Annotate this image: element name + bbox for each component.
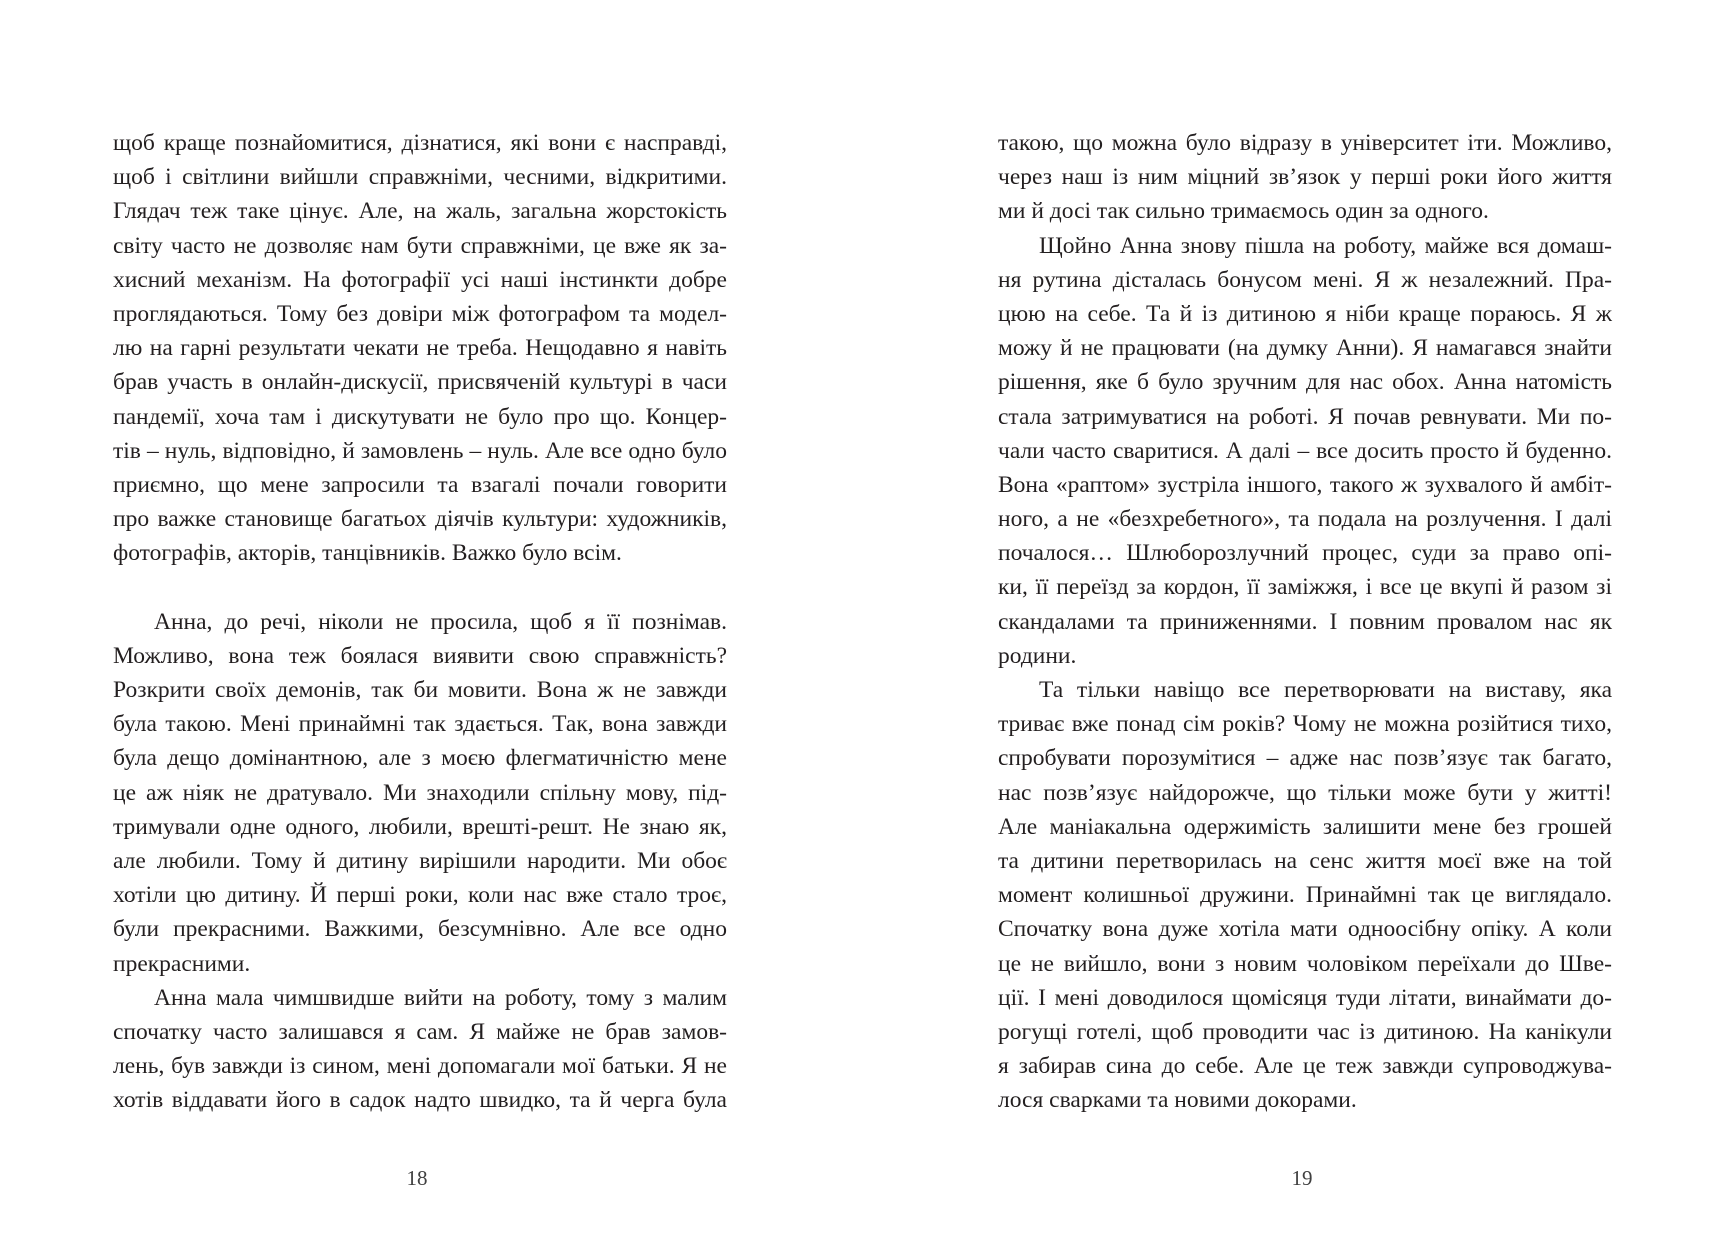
text-line: про важке становище багатьох діячів культури: художників, xyxy=(113,506,727,533)
paragraph xyxy=(998,229,1612,673)
text-line: рогущі готелі, щоб проводити час із дитиною. На канікули xyxy=(998,1018,1612,1045)
paragraph xyxy=(998,673,1612,1117)
text-line: можу й не працювати (на думку Анни). Я намагався знайти xyxy=(998,335,1612,362)
text-line: хотіли цю дитину. Й перші роки, коли нас вже стало троє, xyxy=(113,882,727,909)
paragraph xyxy=(113,981,727,1118)
text-line: почалося… Шлюборозлучний процес, суди за право опі- xyxy=(998,540,1612,567)
text-line: триває вже понад сім років? Чому не можна розійтися тихо, xyxy=(998,711,1612,738)
paragraph xyxy=(998,126,1612,229)
text-line: лю на гарні результати чекати не треба. Нещодавно я навіть xyxy=(113,335,727,362)
text-line: лося сварками та новими докорами. xyxy=(998,1087,1357,1114)
text-line: Та тільки навіщо все перетворювати на виставу, яка xyxy=(1039,677,1612,703)
text-line: та дитини перетворилась на сенс життя моєї вже на той xyxy=(998,847,1612,874)
text-line: цюю на себе. Та й із дитиною я ніби краще пораюсь. Я ж xyxy=(998,300,1612,327)
section-break xyxy=(113,570,727,604)
paragraph xyxy=(113,126,727,570)
text-line: світу часто не дозволяє нам бути справжніми, це вже як за- xyxy=(113,232,727,259)
text-line: пандемії, хоча там і дискутувати не було про що. Концер- xyxy=(113,403,727,430)
text-line: це не вийшло, вони з новим чоловіком переїхали до Шве- xyxy=(998,950,1612,977)
text-line: тів – нуль, відповідно, й замовлень – нуль. Але все одно було xyxy=(113,437,727,464)
text-line: Анна мала чимшвидше вийти на роботу, тому з малим xyxy=(154,984,727,1011)
text-line: Щойно Анна знову пішла на роботу, майже вся домаш- xyxy=(1039,232,1612,259)
text-line: стала затримуватися на роботі. Я почав ревнувати. Ми по- xyxy=(998,403,1612,430)
text-line: Анна, до речі, ніколи не просила, щоб я її познімав. xyxy=(154,608,727,635)
text-line: фотографів, акторів, танцівників. Важко було всім. xyxy=(113,540,622,567)
page-number-left: 18 xyxy=(406,1166,428,1190)
paragraph xyxy=(113,605,727,981)
right-page xyxy=(998,126,1612,1117)
text-line: проглядаються. Тому без довіри між фотографом та модел- xyxy=(113,300,727,327)
text-line: щоб і світлини вийшли справжніми, чесними, відкритими. xyxy=(113,164,727,191)
text-line: але любили. Тому й дитину вирішили народити. Ми обоє xyxy=(113,847,727,874)
text-line: ки, її переїзд за кордон, її заміжжя, і все це вкупі й разом зі xyxy=(998,574,1612,601)
text-line: ня рутина дісталась бонусом мені. Я ж незалежний. Пра- xyxy=(998,266,1612,293)
text-line: чали часто сваритися. А далі – все досить просто й буденно. xyxy=(998,437,1612,464)
text-line: приємно, що мене запросили та взагалі почали говорити xyxy=(113,471,727,498)
text-line: щоб краще познайомитися, дізнатися, які вони є насправді, xyxy=(113,130,727,156)
text-line: Розкрити своїх демонів, так би мовити. Вона ж не завжди xyxy=(113,677,727,703)
text-line: ми й досі так сильно тримаємось один за одного. xyxy=(998,198,1489,225)
text-line: хисний механізм. На фотографії усі наші інстинкти добре xyxy=(113,266,727,293)
text-line: хотів віддавати його в садок надто швидко, та й черга була xyxy=(113,1087,727,1114)
text-line: нас позв’язує найдорожче, що тільки може бути у житті! xyxy=(998,779,1612,806)
text-line: Глядач теж таке цінує. Але, на жаль, загальна жорстокість xyxy=(113,198,727,225)
text-line: були прекрасними. Важкими, безсумнівно. Але все одно xyxy=(113,916,727,943)
text-line: рішення, яке б було зручним для нас обох. Анна натомість xyxy=(998,369,1612,396)
text-line: через наш із ним міцний зв’язок у перші роки його життя xyxy=(998,164,1612,191)
text-line: була такою. Мені принаймні так здається. Так, вона завжди xyxy=(113,711,727,738)
text-line: це аж ніяк не дратувало. Ми знаходили спільну мову, під- xyxy=(113,779,727,806)
text-line: спробувати порозумітися – адже нас позв’язує так багато, xyxy=(998,745,1612,772)
text-line: момент колишньої дружини. Принаймні так це виглядало. xyxy=(998,882,1612,909)
text-line: тримували одне одного, любили, врешті-решт. Не знаю як, xyxy=(113,813,727,840)
text-line: такою, що можна було відразу в університет іти. Можливо, xyxy=(998,130,1612,156)
text-line: Спочатку вона дуже хотіла мати одноосібну опіку. А коли xyxy=(998,916,1612,943)
text-line: ції. І мені доводилося щомісяця туди літати, винаймати до- xyxy=(998,984,1612,1011)
text-line: прекрасними. xyxy=(113,950,251,977)
text-line: Вона «раптом» зустріла іншого, такого ж зухвалого й амбіт- xyxy=(998,471,1612,498)
text-line: скандалами та приниженнями. І повним провалом нас як xyxy=(998,608,1612,635)
text-line: Можливо, вона теж боялася виявити свою справжність? xyxy=(113,642,727,669)
page-number-right: 19 xyxy=(1291,1166,1313,1190)
text-line: ного, а не «безхребетного», та подала на розлучення. І далі xyxy=(998,506,1612,533)
text-line: я забирав сина до себе. Але це теж завжди супроводжува- xyxy=(998,1053,1612,1080)
text-line: родини. xyxy=(998,642,1077,669)
left-page xyxy=(113,126,727,1117)
text-line: була дещо домінантною, але з моєю флегматичністю мене xyxy=(113,745,727,772)
text-line: брав участь в онлайн-дискусії, присвяченій культурі в часи xyxy=(113,369,727,396)
text-line: Але маніакальна одержимість залишити мене без грошей xyxy=(998,813,1612,840)
text-line: спочатку часто залишався я сам. Я майже не брав замов- xyxy=(113,1018,727,1045)
text-line: лень, був завжди із сином, мені допомагали мої батьки. Я не xyxy=(113,1053,727,1080)
